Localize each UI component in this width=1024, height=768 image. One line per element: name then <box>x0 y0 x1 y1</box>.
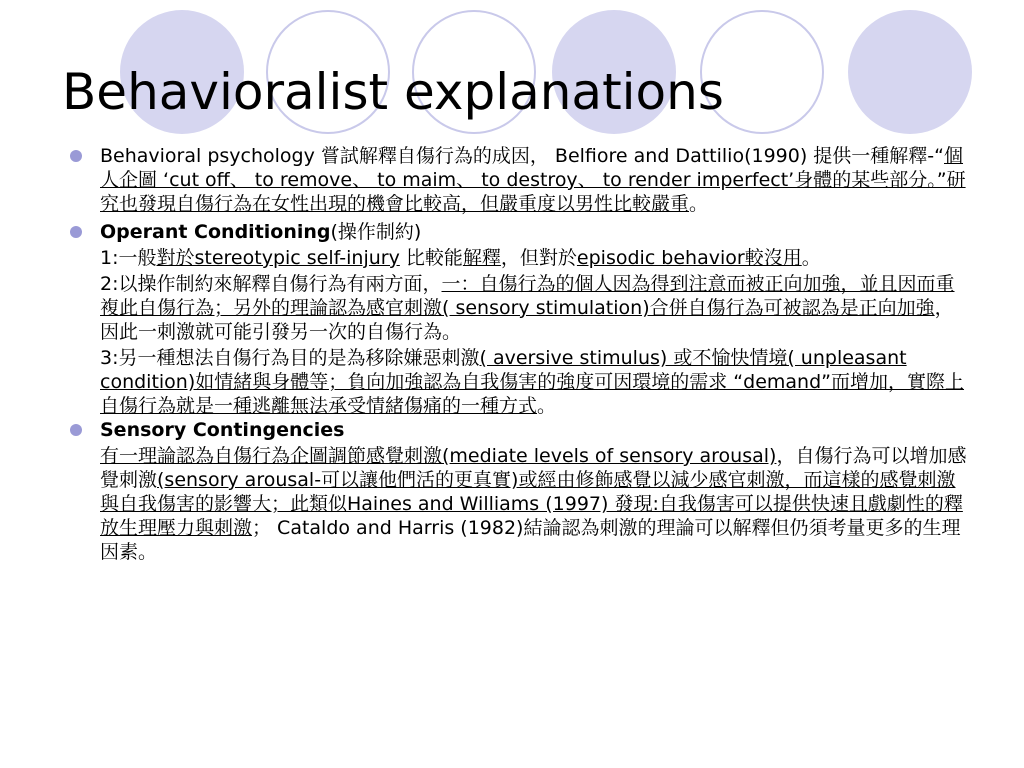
bullet-dot <box>70 150 82 162</box>
b1-underlined: 個人企圖 ‘cut off、 to remove、 to maim、 to destroy、 to render imperfect’身體的某些部分。”研究也發現自傷行為在女性出現的機會比較高，但嚴重度以男性比較嚴重 <box>100 145 966 215</box>
bullet-dot <box>70 424 82 436</box>
p1-u2: 解釋 <box>462 247 501 269</box>
p3-b: 。 <box>537 395 557 417</box>
p1-u3: episodic behavior較沒用 <box>576 247 802 269</box>
bullet-dot <box>70 226 82 238</box>
p1-b: 比較能 <box>399 247 463 269</box>
p4-u1: 有一理論認為自傷行為企圖調節感覺刺激(mediate levels of sensory arousal) <box>100 445 777 467</box>
slide-title: Behavioralist explanations <box>62 63 724 121</box>
p2-u1: 一：自傷行為的個人因為得到注意而被正向加強，並且因而重複此自傷行為；另外的理論認為感官刺激( sensory stimulation)合併自傷行為可被認為是正向加強 <box>100 273 955 319</box>
operant-point-2 <box>70 272 970 344</box>
bullet-sensory-contingencies <box>70 418 970 442</box>
decor-circle-6 <box>848 10 972 134</box>
operant-heading: Operant Conditioning <box>100 221 331 243</box>
slide-content <box>70 144 970 564</box>
p2-b: ，因此一刺激就可能引發另一次的自傷行為。 <box>100 297 954 343</box>
operant-heading-suffix: (操作制約) <box>330 221 422 243</box>
p1-c: ，但對於 <box>500 247 577 269</box>
p4-u2: (sensory arousal-可以讓他們活的更真實)或經由修飾感覺以減少感官刺激，而這樣的感覺刺激與自我傷害的影響大；此類似Haines and Williams (1997) 發現:自我傷害可以提供快速且戲劇性的釋放生理壓力與刺激 <box>100 469 963 539</box>
p4-a: ，自傷行為可以增加感覺刺激 <box>100 445 967 491</box>
operant-point-3 <box>70 346 970 418</box>
bullet-operant-conditioning <box>70 220 970 244</box>
sensory-heading: Sensory Contingencies <box>100 419 345 441</box>
p1-u1: 對於stereotypic self-injury <box>156 247 400 269</box>
b1-text-a: Behavioral psychology 嘗試解釋自傷行為的成因， Belfiore and Dattilio(1990) 提供一種解釋-“ <box>100 145 944 167</box>
bullet-behavioral-psychology <box>70 144 970 216</box>
p3-u1: ( aversive stimulus) 或不愉快情境( unpleasant condition)如情緒與身體等；負向加強認為自我傷害的強度可因環境的需求 “demand”而增加，實際上自傷行為就是一種逃離無法承受情緒傷痛的一種方式 <box>100 347 964 417</box>
p2-a: 2:以操作制約來解釋自傷行為有兩方面， <box>100 273 442 295</box>
p3-a: 3:另一種想法自傷行為目的是為移除嫌惡刺激 <box>100 347 480 369</box>
p1-d: 。 <box>801 247 821 269</box>
p4-b: ； Cataldo and Harris (1982)結論認為刺激的理論可以解釋但仍須考量更多的生理因素。 <box>100 517 961 563</box>
b1-text-b: 。 <box>689 193 709 215</box>
operant-point-1 <box>70 246 970 270</box>
p1-a: 1:一般 <box>100 247 157 269</box>
sensory-point <box>70 444 970 564</box>
